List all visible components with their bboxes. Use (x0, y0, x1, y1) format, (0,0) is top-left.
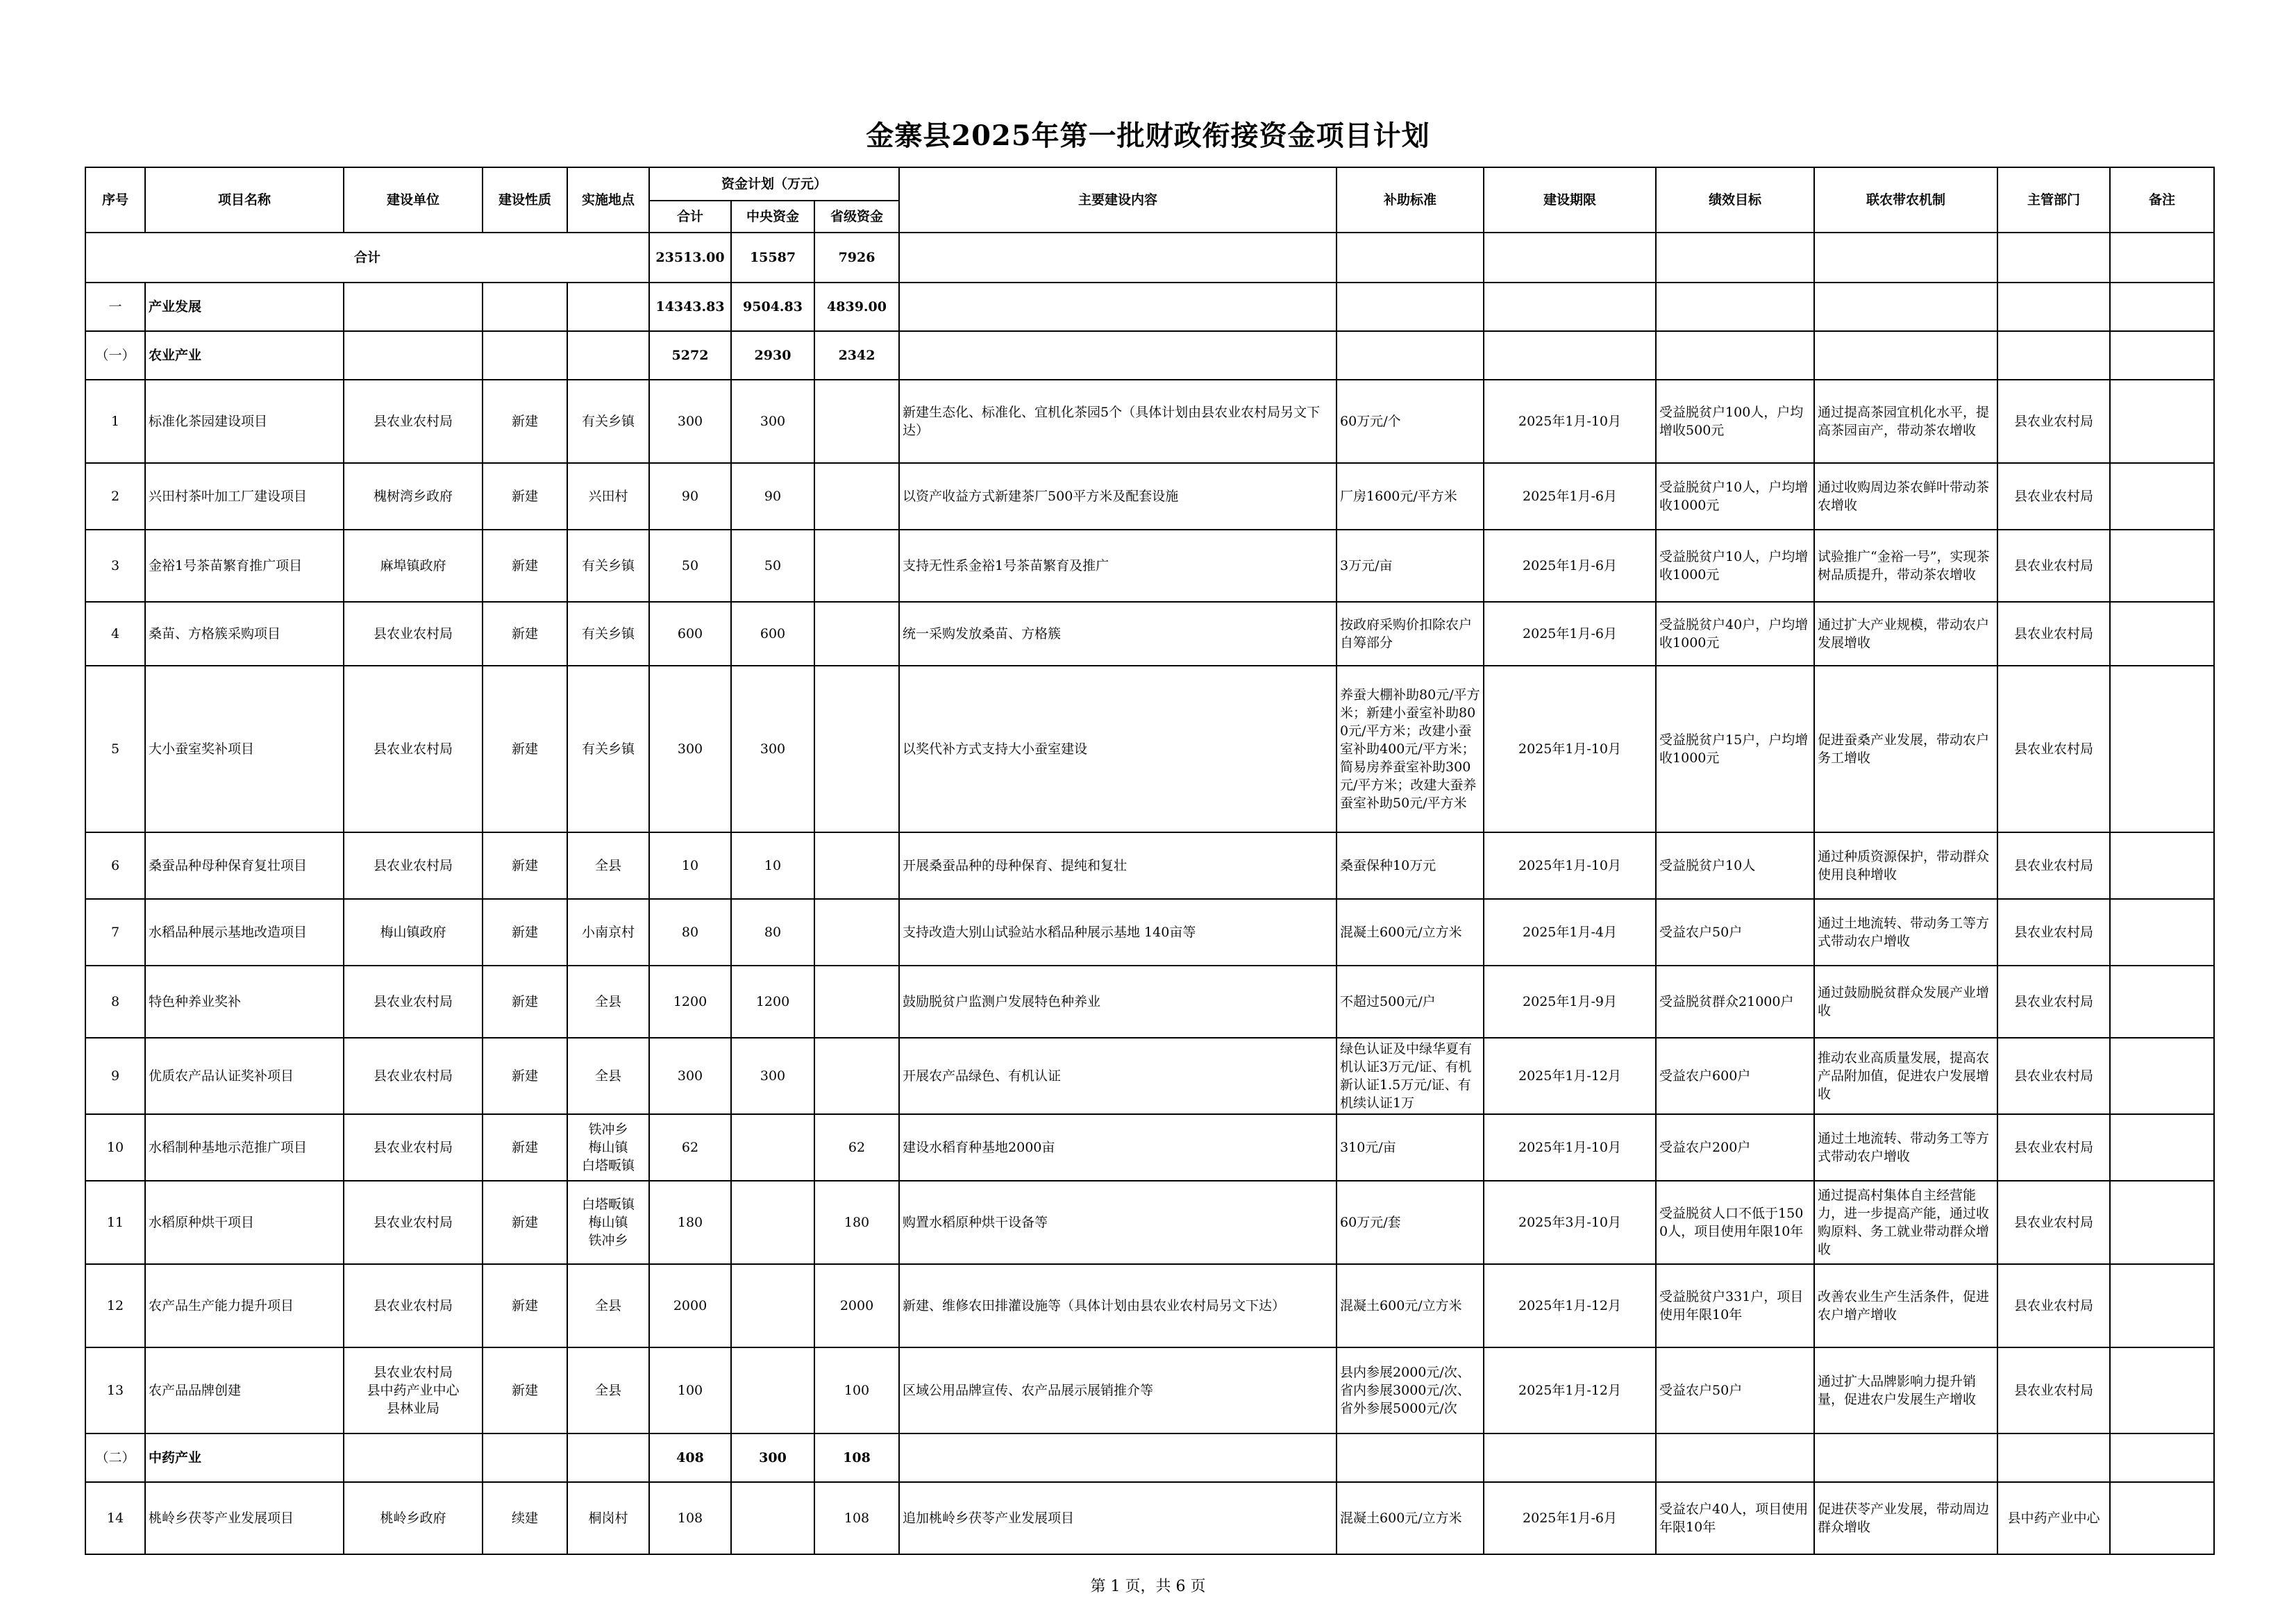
table-row (85, 1181, 2214, 1264)
cell-name: 水稻品种展示基地改造项目 (145, 899, 344, 966)
cell-total: 180 (649, 1181, 731, 1264)
cell-mechanism: 通过鼓励脱贫群众发展产业增收 (1814, 966, 1997, 1038)
cell-central (731, 1114, 814, 1181)
cell-name: 金裕1号茶苗繁育推广项目 (145, 530, 344, 602)
cell-mechanism: 通过扩大品牌影响力提升销量，促进农户发展生产增收 (1814, 1347, 1997, 1433)
cell-total: 62 (649, 1114, 731, 1181)
cell-period: 2025年1月-6月 (1484, 530, 1656, 602)
cell-content: 新建、维修农田排灌设施等（具体计划由县农业农村局另文下达） (899, 1264, 1336, 1347)
cell-content: 开展桑蚕品种的母种保育、提纯和复壮 (899, 832, 1336, 899)
table-row (85, 1347, 2214, 1433)
cell-mechanism: 推动农业高质量发展，提高农产品附加值，促进农户发展增收 (1814, 1038, 1997, 1114)
cell-central: 600 (731, 602, 814, 666)
cell-total: 100 (649, 1347, 731, 1433)
cell-location: 兴田村 (567, 463, 649, 530)
cell-unit: 县农业农村局 (344, 380, 483, 463)
cell-no: 14 (85, 1482, 145, 1554)
cell-performance: 受益脱贫户10人 (1656, 832, 1814, 899)
cell-location: 有关乡镇 (567, 530, 649, 602)
subsection-central: 2930 (731, 331, 814, 380)
cell-period: 2025年1月-12月 (1484, 1347, 1656, 1433)
cell-no: 6 (85, 832, 145, 899)
cell-remark (2110, 1482, 2214, 1554)
table-row (85, 1038, 2214, 1114)
cell-total: 300 (649, 380, 731, 463)
cell-no: 1 (85, 380, 145, 463)
cell-location: 有关乡镇 (567, 602, 649, 666)
cell-subsidy: 混凝土600元/立方米 (1336, 1482, 1484, 1554)
cell-dept: 县农业农村局 (1997, 1114, 2110, 1181)
cell-subsidy: 60万元/套 (1336, 1181, 1484, 1264)
cell-period: 2025年1月-12月 (1484, 1038, 1656, 1114)
cell-unit: 县农业农村局 (344, 1114, 483, 1181)
cell-subsidy: 混凝土600元/立方米 (1336, 1264, 1484, 1347)
cell-subsidy: 3万元/亩 (1336, 530, 1484, 602)
cell-no: 5 (85, 666, 145, 832)
header-total: 合计 (649, 201, 731, 233)
subsection-provincial: 2342 (814, 331, 899, 380)
cell-name: 标准化茶园建设项目 (145, 380, 344, 463)
section-name: 产业发展 (145, 283, 344, 331)
cell-subsidy: 桑蚕保种10万元 (1336, 832, 1484, 899)
cell-provincial (814, 530, 899, 602)
cell-name: 大小蚕室奖补项目 (145, 666, 344, 832)
cell-mechanism: 通过提高村集体自主经营能力，进一步提高产能，通过收购原料、务工就业带动群众增收 (1814, 1181, 1997, 1264)
cell-nature: 新建 (483, 1181, 567, 1264)
cell-name: 水稻制种基地示范推广项目 (145, 1114, 344, 1181)
cell-dept: 县农业农村局 (1997, 602, 2110, 666)
cell-content: 支持改造大别山试验站水稻品种展示基地 140亩等 (899, 899, 1336, 966)
cell-central (731, 1347, 814, 1433)
cell-provincial (814, 463, 899, 530)
cell-dept: 县中药产业中心 (1997, 1482, 2110, 1554)
cell-provincial (814, 899, 899, 966)
cell-nature: 新建 (483, 1114, 567, 1181)
cell-total: 2000 (649, 1264, 731, 1347)
header-provincial: 省级资金 (814, 201, 899, 233)
cell-mechanism: 通过提高茶园宜机化水平，提高茶园亩产，带动茶农增收 (1814, 380, 1997, 463)
cell-name: 特色种养业奖补 (145, 966, 344, 1038)
cell-performance: 受益脱贫人口不低于1500人，项目使用年限10年 (1656, 1181, 1814, 1264)
cell-total: 300 (649, 1038, 731, 1114)
cell-period: 2025年1月-10月 (1484, 1114, 1656, 1181)
cell-name: 桑苗、方格簇采购项目 (145, 602, 344, 666)
cell-no: 10 (85, 1114, 145, 1181)
subsection-name: 中药产业 (145, 1433, 344, 1482)
cell-mechanism: 试验推广“金裕一号”，实现茶树品质提升，带动茶农增收 (1814, 530, 1997, 602)
cell-nature: 新建 (483, 832, 567, 899)
cell-subsidy: 不超过500元/户 (1336, 966, 1484, 1038)
cell-performance: 受益农户40人，项目使用年限10年 (1656, 1482, 1814, 1554)
cell-mechanism: 改善农业生产生活条件，促进农户增产增收 (1814, 1264, 1997, 1347)
table-body (85, 233, 2214, 1554)
cell-performance: 受益脱贫户40户，户均增收1000元 (1656, 602, 1814, 666)
cell-location: 小南京村 (567, 899, 649, 966)
cell-mechanism: 通过扩大产业规模，带动农户发展增收 (1814, 602, 1997, 666)
table-row (85, 463, 2214, 530)
cell-provincial (814, 966, 899, 1038)
cell-nature: 新建 (483, 380, 567, 463)
cell-period: 2025年1月-6月 (1484, 463, 1656, 530)
cell-dept: 县农业农村局 (1997, 380, 2110, 463)
header-performance: 绩效目标 (1656, 167, 1814, 233)
header-subsidy: 补助标准 (1336, 167, 1484, 233)
cell-total: 108 (649, 1482, 731, 1554)
cell-unit: 县农业农村局 (344, 666, 483, 832)
cell-period: 2025年1月-12月 (1484, 1264, 1656, 1347)
table-header (85, 167, 2214, 233)
subsection-total: 408 (649, 1433, 731, 1482)
cell-performance: 受益农户200户 (1656, 1114, 1814, 1181)
cell-location: 铁冲乡 梅山镇 白塔畈镇 (567, 1114, 649, 1181)
cell-subsidy: 绿色认证及中绿华夏有机认证3万元/证、有机新认证1.5万元/证、有机续认证1万 (1336, 1038, 1484, 1114)
section-no: 一 (85, 283, 145, 331)
cell-content: 区域公用品牌宣传、农产品展示展销推介等 (899, 1347, 1336, 1433)
cell-provincial: 62 (814, 1114, 899, 1181)
summary-provincial: 7926 (814, 233, 899, 283)
cell-content: 建设水稻育种基地2000亩 (899, 1114, 1336, 1181)
header-name: 项目名称 (145, 167, 344, 233)
cell-dept: 县农业农村局 (1997, 1264, 2110, 1347)
cell-total: 300 (649, 666, 731, 832)
cell-central (731, 1181, 814, 1264)
cell-dept: 县农业农村局 (1997, 530, 2110, 602)
header-content: 主要建设内容 (899, 167, 1336, 233)
cell-provincial (814, 666, 899, 832)
cell-subsidy: 310元/亩 (1336, 1114, 1484, 1181)
cell-total: 10 (649, 832, 731, 899)
cell-subsidy: 按政府采购价扣除农户自筹部分 (1336, 602, 1484, 666)
cell-remark (2110, 1264, 2214, 1347)
cell-remark (2110, 380, 2214, 463)
section-provincial: 4839.00 (814, 283, 899, 331)
cell-location: 有关乡镇 (567, 380, 649, 463)
cell-period: 2025年1月-4月 (1484, 899, 1656, 966)
cell-nature: 新建 (483, 899, 567, 966)
section-row (85, 283, 2214, 331)
subsection-row (85, 1433, 2214, 1482)
summary-central: 15587 (731, 233, 814, 283)
cell-subsidy: 厂房1600元/平方米 (1336, 463, 1484, 530)
cell-content: 鼓励脱贫户监测户发展特色种养业 (899, 966, 1336, 1038)
cell-performance: 受益农户50户 (1656, 899, 1814, 966)
cell-location: 全县 (567, 1038, 649, 1114)
cell-total: 600 (649, 602, 731, 666)
cell-nature: 新建 (483, 1038, 567, 1114)
cell-no: 7 (85, 899, 145, 966)
header-central: 中央资金 (731, 201, 814, 233)
cell-performance: 受益脱贫户100人，户均增收500元 (1656, 380, 1814, 463)
cell-location: 桐岗村 (567, 1482, 649, 1554)
cell-central (731, 1264, 814, 1347)
cell-central: 10 (731, 832, 814, 899)
cell-provincial (814, 380, 899, 463)
cell-performance: 受益农户600户 (1656, 1038, 1814, 1114)
table-row (85, 1482, 2214, 1554)
cell-remark (2110, 899, 2214, 966)
header-unit: 建设单位 (344, 167, 483, 233)
cell-content: 统一采购发放桑苗、方格簇 (899, 602, 1336, 666)
cell-nature: 新建 (483, 1347, 567, 1433)
cell-content: 开展农产品绿色、有机认证 (899, 1038, 1336, 1114)
table-row (85, 666, 2214, 832)
cell-name: 桃岭乡茯苓产业发展项目 (145, 1482, 344, 1554)
cell-remark (2110, 1347, 2214, 1433)
cell-unit: 桃岭乡政府 (344, 1482, 483, 1554)
cell-location: 白塔畈镇 梅山镇 铁冲乡 (567, 1181, 649, 1264)
table-row (85, 832, 2214, 899)
table-row (85, 380, 2214, 463)
cell-dept: 县农业农村局 (1997, 1038, 2110, 1114)
cell-central: 1200 (731, 966, 814, 1038)
cell-total: 80 (649, 899, 731, 966)
cell-remark (2110, 832, 2214, 899)
cell-period: 2025年1月-10月 (1484, 666, 1656, 832)
cell-unit: 县农业农村局 (344, 832, 483, 899)
cell-no: 11 (85, 1181, 145, 1264)
cell-provincial: 2000 (814, 1264, 899, 1347)
cell-no: 8 (85, 966, 145, 1038)
cell-content: 以奖代补方式支持大小蚕室建设 (899, 666, 1336, 832)
cell-location: 全县 (567, 1264, 649, 1347)
cell-unit: 县农业农村局 (344, 1264, 483, 1347)
cell-subsidy: 混凝土600元/立方米 (1336, 899, 1484, 966)
project-table (85, 167, 2215, 1555)
table-row (85, 1264, 2214, 1347)
subsection-total: 5272 (649, 331, 731, 380)
subsection-no: （一） (85, 331, 145, 380)
cell-period: 2025年3月-10月 (1484, 1181, 1656, 1264)
cell-provincial (814, 1038, 899, 1114)
cell-nature: 新建 (483, 666, 567, 832)
cell-content: 追加桃岭乡茯苓产业发展项目 (899, 1482, 1336, 1554)
cell-unit: 县农业农村局 (344, 1181, 483, 1264)
cell-remark (2110, 530, 2214, 602)
cell-dept: 县农业农村局 (1997, 1347, 2110, 1433)
cell-dept: 县农业农村局 (1997, 899, 2110, 966)
cell-name: 水稻原种烘干项目 (145, 1181, 344, 1264)
cell-total: 1200 (649, 966, 731, 1038)
header-fund-plan: 资金计划（万元） (649, 167, 899, 201)
summary-total: 23513.00 (649, 233, 731, 283)
cell-no: 4 (85, 602, 145, 666)
cell-name: 兴田村茶叶加工厂建设项目 (145, 463, 344, 530)
cell-dept: 县农业农村局 (1997, 832, 2110, 899)
page-footer: 第 1 页，共 6 页 (1090, 1578, 1206, 1595)
cell-unit: 县农业农村局 (344, 966, 483, 1038)
cell-performance: 受益脱贫户15户，户均增收1000元 (1656, 666, 1814, 832)
header-no: 序号 (85, 167, 145, 233)
cell-remark (2110, 463, 2214, 530)
page-title: 金寨县2025年第一批财政衔接资金项目计划 (866, 119, 1430, 152)
cell-provincial: 180 (814, 1181, 899, 1264)
cell-subsidy: 县内参展2000元/次、省内参展3000元/次、省外参展5000元/次 (1336, 1347, 1484, 1433)
subsection-no: （二） (85, 1433, 145, 1482)
subsection-central: 300 (731, 1433, 814, 1482)
cell-performance: 受益脱贫户10人，户均增收1000元 (1656, 530, 1814, 602)
cell-period: 2025年1月-10月 (1484, 832, 1656, 899)
cell-location: 全县 (567, 832, 649, 899)
cell-name: 优质农产品认证奖补项目 (145, 1038, 344, 1114)
cell-content: 支持无性系金裕1号茶苗繁育及推广 (899, 530, 1336, 602)
header-mechanism: 联农带农机制 (1814, 167, 1997, 233)
cell-performance: 受益脱贫户10人，户均增收1000元 (1656, 463, 1814, 530)
cell-no: 12 (85, 1264, 145, 1347)
cell-unit: 麻埠镇政府 (344, 530, 483, 602)
cell-nature: 新建 (483, 966, 567, 1038)
cell-dept: 县农业农村局 (1997, 966, 2110, 1038)
header-remark: 备注 (2110, 167, 2214, 233)
cell-central: 300 (731, 1038, 814, 1114)
cell-total: 90 (649, 463, 731, 530)
cell-performance: 受益农户50户 (1656, 1347, 1814, 1433)
cell-provincial: 100 (814, 1347, 899, 1433)
cell-dept: 县农业农村局 (1997, 666, 2110, 832)
cell-remark (2110, 966, 2214, 1038)
cell-content: 以资产收益方式新建茶厂500平方米及配套设施 (899, 463, 1336, 530)
cell-no: 13 (85, 1347, 145, 1433)
table-row (85, 966, 2214, 1038)
header-nature: 建设性质 (483, 167, 567, 233)
cell-unit: 槐树湾乡政府 (344, 463, 483, 530)
cell-unit: 县农业农村局 (344, 1038, 483, 1114)
cell-location: 全县 (567, 966, 649, 1038)
cell-period: 2025年1月-9月 (1484, 966, 1656, 1038)
cell-mechanism: 通过土地流转、带动务工等方式带动农户增收 (1814, 899, 1997, 966)
cell-period: 2025年1月-6月 (1484, 602, 1656, 666)
cell-dept: 县农业农村局 (1997, 463, 2110, 530)
cell-dept: 县农业农村局 (1997, 1181, 2110, 1264)
cell-location: 有关乡镇 (567, 666, 649, 832)
cell-period: 2025年1月-6月 (1484, 1482, 1656, 1554)
cell-remark (2110, 1038, 2214, 1114)
cell-total: 50 (649, 530, 731, 602)
section-total: 14343.83 (649, 283, 731, 331)
cell-nature: 新建 (483, 463, 567, 530)
cell-content: 购置水稻原种烘干设备等 (899, 1181, 1336, 1264)
cell-provincial (814, 832, 899, 899)
cell-nature: 新建 (483, 602, 567, 666)
cell-mechanism: 通过种质资源保护，带动群众使用良种增收 (1814, 832, 1997, 899)
cell-unit: 县农业农村局 (344, 602, 483, 666)
cell-remark (2110, 1181, 2214, 1264)
table-row (85, 1114, 2214, 1181)
cell-central: 50 (731, 530, 814, 602)
cell-subsidy: 养蚕大棚补助80元/平方米；新建小蚕室补助800元/平方米；改建小蚕室补助400元/平方米；简易房养蚕室补助300元/平方米；改建大蚕养蚕室补助50元/平方米 (1336, 666, 1484, 832)
cell-no: 2 (85, 463, 145, 530)
cell-nature: 新建 (483, 530, 567, 602)
cell-remark (2110, 1114, 2214, 1181)
cell-no: 3 (85, 530, 145, 602)
subsection-row (85, 331, 2214, 380)
cell-mechanism: 通过土地流转、带动务工等方式带动农户增收 (1814, 1114, 1997, 1181)
cell-provincial: 108 (814, 1482, 899, 1554)
cell-subsidy: 60万元/个 (1336, 380, 1484, 463)
cell-period: 2025年1月-10月 (1484, 380, 1656, 463)
cell-remark (2110, 602, 2214, 666)
cell-no: 9 (85, 1038, 145, 1114)
table-row (85, 899, 2214, 966)
table-row (85, 530, 2214, 602)
cell-nature: 新建 (483, 1264, 567, 1347)
cell-central (731, 1482, 814, 1554)
header-dept: 主管部门 (1997, 167, 2110, 233)
cell-content: 新建生态化、标准化、宜机化茶园5个（具体计划由县农业农村局另文下达） (899, 380, 1336, 463)
cell-nature: 续建 (483, 1482, 567, 1554)
cell-remark (2110, 666, 2214, 832)
section-central: 9504.83 (731, 283, 814, 331)
cell-performance: 受益脱贫群众21000户 (1656, 966, 1814, 1038)
cell-central: 90 (731, 463, 814, 530)
cell-mechanism: 促进蚕桑产业发展，带动农户务工增收 (1814, 666, 1997, 832)
cell-name: 桑蚕品种母种保育复壮项目 (145, 832, 344, 899)
cell-unit: 县农业农村局 县中药产业中心 县林业局 (344, 1347, 483, 1433)
cell-location: 全县 (567, 1347, 649, 1433)
cell-mechanism: 通过收购周边茶农鲜叶带动茶农增收 (1814, 463, 1997, 530)
summary-row (85, 233, 2214, 283)
cell-provincial (814, 602, 899, 666)
cell-central: 300 (731, 380, 814, 463)
cell-central: 300 (731, 666, 814, 832)
cell-name: 农产品生产能力提升项目 (145, 1264, 344, 1347)
subsection-name: 农业产业 (145, 331, 344, 380)
cell-mechanism: 促进茯苓产业发展，带动周边群众增收 (1814, 1482, 1997, 1554)
summary-label: 合计 (85, 233, 649, 283)
table-row (85, 602, 2214, 666)
cell-unit: 梅山镇政府 (344, 899, 483, 966)
cell-performance: 受益脱贫户331户，项目使用年限10年 (1656, 1264, 1814, 1347)
subsection-provincial: 108 (814, 1433, 899, 1482)
header-location: 实施地点 (567, 167, 649, 233)
cell-name: 农产品品牌创建 (145, 1347, 344, 1433)
cell-central: 80 (731, 899, 814, 966)
header-period: 建设期限 (1484, 167, 1656, 233)
